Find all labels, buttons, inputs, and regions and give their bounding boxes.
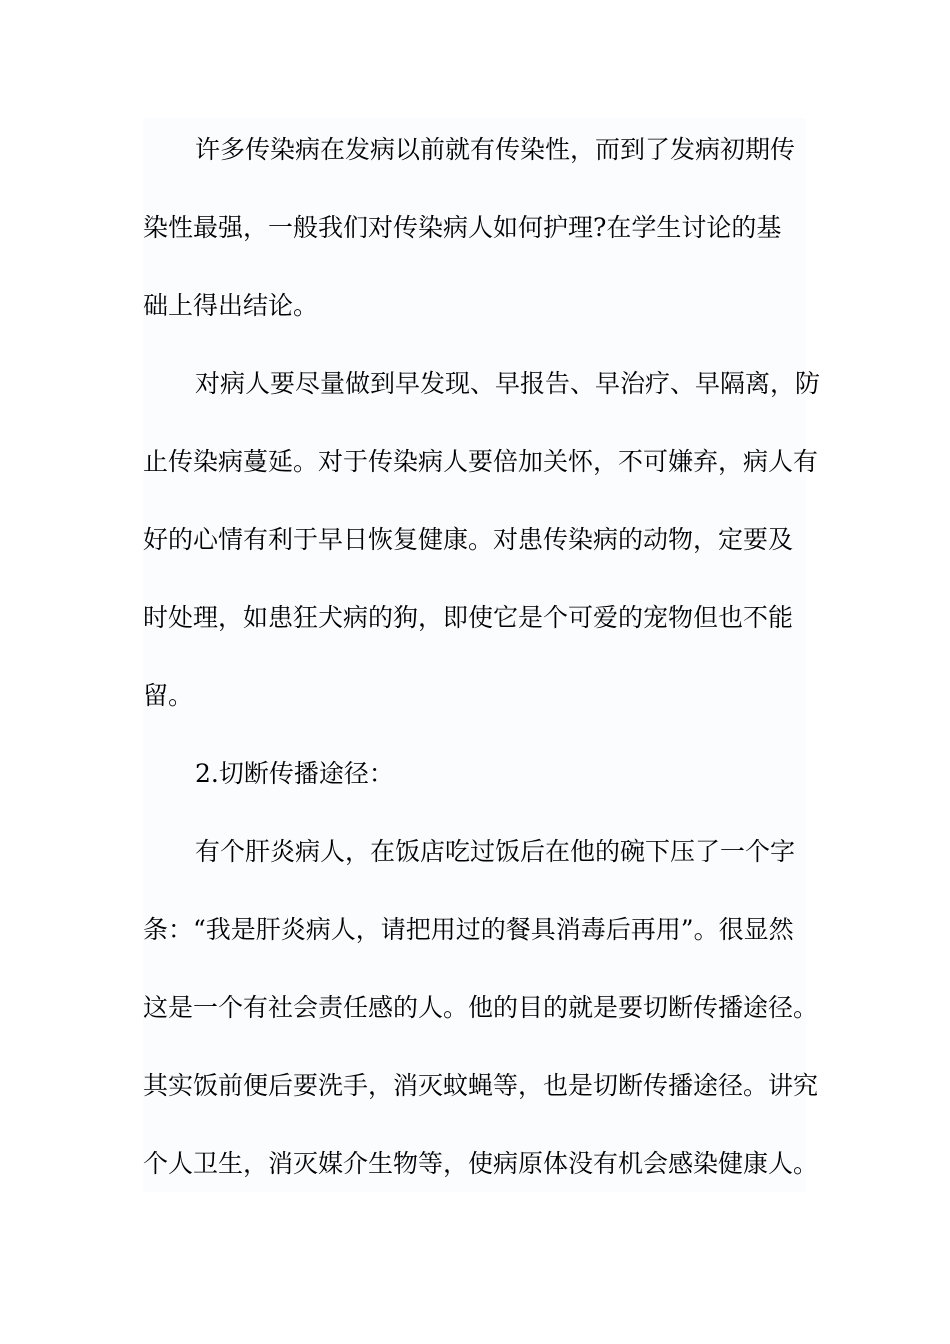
text-line: 个人卫生，消灭媒介生物等，使病原体没有机会感染健康人。 [143,1149,819,1178]
text-background [143,118,806,1192]
text-line: 许多传染病在发病以前就有传染性，而到了发病初期传 [195,135,796,164]
text-line: 止传染病蔓延。对于传染病人要倍加关怀，不可嫌弃，病人有 [143,447,819,476]
text-line: 这是一个有社会责任感的人。他的目的就是要切断传播途径。 [143,993,819,1022]
text-line: 染性最强，一般我们对传染病人如何护理?在学生讨论的基 [143,213,782,242]
text-line: 好的心情有利于早日恢复健康。对患传染病的动物，定要及 [143,525,794,554]
section-heading: 2.切断传播途径： [195,759,394,788]
text-line: 时处理，如患狂犬病的狗，即使它是个可爱的宠物但也不能 [143,603,794,632]
text-line: 其实饭前便后要洗手，消灭蚊蝇等，也是切断传播途径。讲究 [143,1071,819,1100]
text-line: 础上得出结论。 [143,291,319,320]
text-line: 对病人要尽量做到早发现、早报告、早治疗、早隔离，防 [195,369,821,398]
text-line: 留。 [143,681,194,710]
text-line: 有个肝炎病人，在饭店吃过饭后在他的碗下压了一个字 [195,837,796,866]
text-line: 条：“我是肝炎病人，请把用过的餐具消毒后再用”。很显然 [143,915,794,944]
